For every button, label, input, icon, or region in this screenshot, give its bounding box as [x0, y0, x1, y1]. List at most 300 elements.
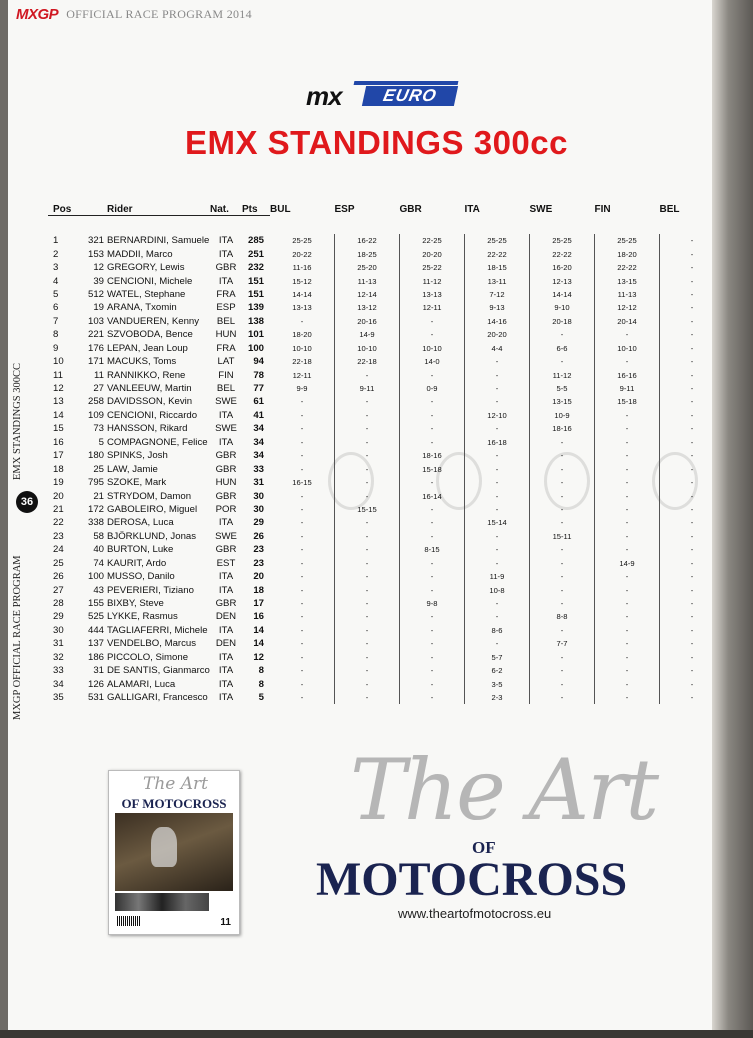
race-result-cell: 3-5: [465, 677, 530, 690]
race-result-cell: 14-9: [595, 557, 660, 570]
race-result-cell: -: [660, 570, 725, 583]
race-result-cell: 18-20: [292, 330, 312, 340]
points-cell: 8: [258, 678, 264, 690]
race-result-cell: -: [465, 395, 530, 408]
nat-cell: ITA: [218, 571, 234, 583]
nat-cell: FIN: [218, 369, 234, 381]
race-result-cell: 25-25: [530, 234, 595, 247]
race-result-cell: -: [400, 422, 465, 435]
pos-cell: 12: [53, 383, 64, 395]
points-cell: 139: [247, 302, 264, 314]
race-result-cell: -: [335, 691, 400, 704]
rider-number-cell: 40: [93, 544, 104, 556]
race-result-cell: -: [660, 583, 725, 596]
rider-number-cell: 25: [93, 463, 104, 475]
points-cell: 23: [253, 557, 264, 569]
rider-number-cell: 321: [87, 235, 104, 247]
race-result-cell: 8-15: [400, 543, 465, 556]
race-result-cell: -: [335, 597, 400, 610]
race-result-cell: -: [300, 679, 304, 689]
race-result-cell: -: [530, 476, 595, 489]
rider-name-cell: KAURIT, Ardo: [107, 557, 167, 569]
race-result-cell: 18-15: [465, 261, 530, 274]
race-result-cell: -: [595, 409, 660, 422]
race-result-cell: 20-20: [400, 247, 465, 260]
rider-name-cell: VENDELBO, Marcus: [107, 638, 197, 650]
table-row: [48, 355, 724, 368]
rider-name-cell: MACUKS, Toms: [107, 356, 177, 368]
race-result-cell: -: [660, 261, 725, 274]
race-result-cell: 20-16: [335, 315, 400, 328]
col-race: BUL: [270, 203, 291, 215]
race-result-cell: -: [595, 503, 660, 516]
race-result-cell: 22-22: [595, 261, 660, 274]
race-result-cell: 22-18: [335, 355, 400, 368]
ad-art-script: The Art: [350, 741, 658, 839]
race-result-cell: -: [595, 462, 660, 475]
race-result-cell: 0-9: [400, 382, 465, 395]
points-cell: 78: [253, 369, 264, 381]
race-result-cell: -: [300, 531, 304, 541]
race-result-cell: -: [400, 570, 465, 583]
race-result-cell: -: [465, 422, 530, 435]
pos-cell: 7: [53, 315, 59, 327]
rider-name-cell: WATEL, Stephane: [107, 288, 186, 300]
race-result-cell: -: [465, 597, 530, 610]
race-result-cell: 13-13: [292, 303, 312, 313]
race-result-cell: -: [660, 489, 725, 502]
col-race: FIN: [594, 203, 611, 215]
rider-number-cell: 221: [87, 329, 104, 341]
race-result-cell: -: [595, 570, 660, 583]
race-result-cell: -: [300, 424, 304, 434]
race-result-cell: -: [595, 449, 660, 462]
race-result-cell: -: [660, 274, 725, 287]
pos-cell: 23: [53, 530, 64, 542]
race-result-cell: -: [400, 677, 465, 690]
race-result-cell: 9-9: [296, 384, 308, 394]
rider-name-cell: SPINKS, Josh: [107, 450, 168, 462]
race-result-cell: -: [530, 355, 595, 368]
col-race: GBR: [399, 203, 422, 215]
race-result-cell: 6-2: [465, 664, 530, 677]
points-cell: 30: [253, 503, 264, 515]
rider-number-cell: 100: [87, 571, 104, 583]
race-result-cell: 15-15: [335, 503, 400, 516]
col-num: [83, 203, 107, 216]
race-result-cell: 22-25: [400, 234, 465, 247]
race-result-cell: -: [300, 625, 304, 635]
rider-name-cell: RANNIKKO, Rene: [107, 369, 186, 381]
points-cell: 285: [247, 235, 264, 247]
race-result-cell: -: [660, 530, 725, 543]
nat-cell: ITA: [218, 678, 234, 690]
table-row: [48, 543, 724, 556]
points-cell: 41: [253, 409, 264, 421]
race-result-cell: 14-0: [400, 355, 465, 368]
race-result-cell: -: [400, 516, 465, 529]
race-result-cell: -: [530, 677, 595, 690]
race-result-cell: 11-16: [292, 263, 312, 273]
race-result-cell: -: [660, 503, 725, 516]
rider-number-cell: 153: [87, 248, 104, 260]
rider-number-cell: 27: [93, 383, 104, 395]
race-result-cell: 14-14: [292, 289, 312, 299]
race-result-cell: 12-14: [335, 288, 400, 301]
points-cell: 23: [253, 544, 264, 556]
pos-cell: 9: [53, 342, 59, 354]
race-result-cell: -: [400, 637, 465, 650]
race-result-cell: 22-18: [292, 357, 312, 367]
race-result-cell: 11-13: [595, 288, 660, 301]
nat-cell: HUN: [215, 329, 237, 341]
race-result-cell: -: [300, 504, 304, 514]
rider-number-cell: 172: [87, 503, 104, 515]
race-result-cell: 9-13: [465, 301, 530, 314]
points-cell: 18: [253, 584, 264, 596]
pos-cell: 2: [53, 248, 59, 260]
race-result-cell: 5-7: [465, 651, 530, 664]
nat-cell: ITA: [218, 235, 234, 247]
euro-logo-text: EURO: [362, 86, 458, 106]
race-result-cell: -: [300, 397, 304, 407]
nat-cell: ESP: [216, 302, 236, 314]
race-result-cell: -: [530, 691, 595, 704]
race-result-cell: -: [335, 677, 400, 690]
race-result-cell: 20-20: [465, 328, 530, 341]
nat-cell: HUN: [215, 477, 237, 489]
race-result-cell: -: [335, 624, 400, 637]
rider-number-cell: 155: [87, 598, 104, 610]
race-result-cell: -: [595, 624, 660, 637]
barcode-icon: [117, 916, 141, 926]
table-row: [48, 315, 724, 328]
table-row: [48, 503, 724, 516]
race-result-cell: -: [335, 557, 400, 570]
race-result-cell: -: [335, 462, 400, 475]
rider-number-cell: 176: [87, 342, 104, 354]
pos-cell: 16: [53, 436, 64, 448]
rider-name-cell: ALAMARI, Luca: [107, 678, 176, 690]
nat-cell: ITA: [218, 692, 234, 704]
race-result-cell: -: [400, 436, 465, 449]
race-result-cell: 25-22: [400, 261, 465, 274]
race-result-cell: -: [300, 666, 304, 676]
ad-of: OF: [472, 838, 496, 857]
rider-number-cell: 186: [87, 651, 104, 663]
race-result-cell: -: [465, 557, 530, 570]
nat-cell: POR: [215, 503, 237, 515]
pos-cell: 21: [53, 503, 64, 515]
race-result-cell: -: [335, 651, 400, 664]
rider-number-cell: 74: [93, 557, 104, 569]
pos-cell: 18: [53, 463, 64, 475]
race-result-cell: -: [335, 610, 400, 623]
nat-cell: ITA: [218, 584, 234, 596]
points-cell: 138: [247, 315, 264, 327]
rider-name-cell: VANDUEREN, Kenny: [107, 315, 200, 327]
table-row: [48, 261, 724, 274]
table-row: [48, 664, 724, 677]
header-title: OFFICIAL RACE PROGRAM 2014: [66, 7, 252, 21]
race-result-cell: 15-14: [465, 516, 530, 529]
race-result-cell: -: [660, 637, 725, 650]
rider-number-cell: 137: [87, 638, 104, 650]
race-result-cell: 10-10: [292, 343, 312, 353]
pos-cell: 17: [53, 450, 64, 462]
race-result-cell: -: [335, 422, 400, 435]
race-result-cell: 6-6: [530, 342, 595, 355]
cover-title: OF MOTOCROSS: [121, 796, 227, 811]
race-result-cell: 25-25: [292, 236, 312, 246]
race-result-cell: -: [400, 624, 465, 637]
points-cell: 232: [247, 262, 264, 274]
race-result-cell: -: [400, 651, 465, 664]
table-row: [48, 247, 724, 260]
nat-cell: BEL: [216, 383, 236, 395]
cover-issue-number: 11: [220, 917, 231, 928]
race-result-cell: -: [660, 288, 725, 301]
race-result-cell: 10-9: [530, 409, 595, 422]
table-row: [48, 368, 724, 381]
race-result-cell: 8-6: [465, 624, 530, 637]
race-result-cell: 25-20: [335, 261, 400, 274]
rider-number-cell: 58: [93, 530, 104, 542]
race-result-cell: 13-13: [400, 288, 465, 301]
points-cell: 12: [253, 651, 264, 663]
points-cell: 77: [253, 383, 264, 395]
race-result-cell: -: [660, 610, 725, 623]
race-result-cell: -: [400, 395, 465, 408]
rider-number-cell: 21: [93, 490, 104, 502]
race-result-cell: -: [660, 624, 725, 637]
rider-name-cell: LYKKE, Rasmus: [107, 611, 178, 623]
race-result-cell: 22-22: [465, 247, 530, 260]
race-result-cell: -: [595, 610, 660, 623]
race-result-cell: -: [300, 693, 304, 703]
standings-rows: [48, 216, 724, 705]
race-result-cell: -: [400, 368, 465, 381]
points-cell: 16: [253, 611, 264, 623]
race-result-cell: 15-18: [595, 395, 660, 408]
race-result-cell: -: [530, 449, 595, 462]
race-result-cell: 5-5: [530, 382, 595, 395]
race-result-cell: -: [300, 585, 304, 595]
race-result-cell: -: [300, 545, 304, 555]
race-result-cell: 25-25: [465, 234, 530, 247]
pos-cell: 27: [53, 584, 64, 596]
race-result-cell: -: [595, 422, 660, 435]
race-result-cell: -: [335, 476, 400, 489]
points-cell: 29: [253, 517, 264, 529]
table-row: [48, 422, 724, 435]
rider-name-cell: COMPAGNONE, Felice: [107, 436, 208, 448]
table-row: [48, 637, 724, 650]
race-result-cell: -: [335, 664, 400, 677]
race-result-cell: -: [530, 624, 595, 637]
race-result-cell: -: [595, 436, 660, 449]
race-result-cell: -: [530, 516, 595, 529]
nat-cell: ITA: [218, 436, 234, 448]
race-result-cell: -: [335, 583, 400, 596]
col-race: BEL: [659, 203, 680, 215]
race-result-cell: -: [530, 570, 595, 583]
points-cell: 101: [247, 329, 264, 341]
race-result-cell: -: [300, 410, 304, 420]
ad-motocross: MOTOCROSS: [316, 853, 628, 906]
race-result-cell: -: [335, 570, 400, 583]
page-number: 36: [16, 491, 38, 513]
pos-cell: 24: [53, 544, 64, 556]
race-result-cell: -: [660, 449, 725, 462]
race-result-cell: 14-14: [530, 288, 595, 301]
points-cell: 251: [247, 248, 264, 260]
rider-name-cell: GREGORY, Lewis: [107, 262, 185, 274]
race-result-cell: 22-22: [530, 247, 595, 260]
race-result-cell: -: [300, 491, 304, 501]
race-result-cell: -: [660, 409, 725, 422]
table-row: [48, 570, 724, 583]
race-result-cell: 10-10: [335, 342, 400, 355]
race-result-cell: -: [660, 436, 725, 449]
race-result-cell: -: [660, 691, 725, 704]
standings-table: [48, 203, 724, 704]
race-result-cell: 16-22: [335, 234, 400, 247]
pos-cell: 10: [53, 356, 64, 368]
race-result-cell: -: [465, 355, 530, 368]
nat-cell: GBR: [215, 450, 237, 462]
points-cell: 31: [253, 477, 264, 489]
race-result-cell: -: [530, 328, 595, 341]
rider-number-cell: 19: [93, 302, 104, 314]
col-rider: Rider: [107, 203, 210, 216]
nat-cell: ITA: [218, 665, 234, 677]
cover-thumbnails: [115, 893, 209, 911]
race-result-cell: -: [465, 382, 530, 395]
rider-name-cell: LAW, Jamie: [107, 463, 158, 475]
pos-cell: 13: [53, 396, 64, 408]
pos-cell: 6: [53, 302, 59, 314]
spacer-row: [48, 216, 724, 235]
side-label-standings: EMX STANDINGS 300CC: [12, 362, 23, 480]
rider-name-cell: BERNARDINI, Samuele: [107, 235, 210, 247]
race-result-cell: -: [660, 557, 725, 570]
race-result-cell: -: [660, 516, 725, 529]
page-header: [16, 6, 252, 23]
pos-cell: 26: [53, 571, 64, 583]
race-result-cell: -: [660, 315, 725, 328]
race-result-cell: -: [300, 316, 304, 326]
race-result-cell: -: [530, 503, 595, 516]
race-result-cell: 13-15: [595, 274, 660, 287]
race-result-cell: -: [660, 382, 725, 395]
race-result-cell: -: [335, 543, 400, 556]
rider-name-cell: BIXBY, Steve: [107, 598, 164, 610]
nat-cell: SWE: [215, 530, 237, 542]
nat-cell: BEL: [216, 315, 236, 327]
race-result-cell: 16-15: [292, 478, 312, 488]
race-result-cell: -: [465, 503, 530, 516]
points-cell: 14: [253, 638, 264, 650]
rider-name-cell: MADDII, Marco: [107, 248, 173, 260]
rider-number-cell: 444: [87, 624, 104, 636]
race-result-cell: -: [400, 583, 465, 596]
rider-name-cell: SZOKE, Mark: [107, 477, 167, 489]
race-result-cell: 11-12: [530, 368, 595, 381]
table-row: [48, 651, 724, 664]
race-result-cell: -: [465, 476, 530, 489]
race-result-cell: -: [465, 449, 530, 462]
race-result-cell: -: [595, 597, 660, 610]
race-result-cell: -: [465, 368, 530, 381]
race-result-cell: -: [300, 558, 304, 568]
race-result-cell: -: [660, 462, 725, 475]
race-result-cell: -: [400, 328, 465, 341]
pos-cell: 14: [53, 409, 64, 421]
race-result-cell: -: [595, 355, 660, 368]
race-result-cell: 12-11: [400, 301, 465, 314]
table-row: [48, 557, 724, 570]
pos-cell: 11: [53, 369, 63, 381]
points-cell: 34: [253, 450, 264, 462]
table-row: [48, 677, 724, 690]
race-result-cell: 14-9: [335, 328, 400, 341]
table-row: [48, 583, 724, 596]
rider-name-cell: CENCIONI, Michele: [107, 275, 193, 287]
race-result-cell: 12-10: [465, 409, 530, 422]
nat-cell: ITA: [218, 651, 234, 663]
rider-name-cell: GABOLEIRO, Miguel: [107, 503, 198, 515]
race-result-cell: 18-16: [530, 422, 595, 435]
race-result-cell: -: [300, 652, 304, 662]
race-result-cell: 16-20: [530, 261, 595, 274]
nat-cell: DEN: [215, 611, 237, 623]
col-nat: Nat.: [210, 203, 242, 216]
race-result-cell: 7-12: [465, 288, 530, 301]
rider-name-cell: BJÖRKLUND, Jonas: [107, 530, 197, 542]
race-result-cell: 10-10: [595, 342, 660, 355]
pos-cell: 35: [53, 692, 64, 704]
table-row: [48, 288, 724, 301]
nat-cell: DEN: [215, 638, 237, 650]
rider-number-cell: 338: [87, 517, 104, 529]
race-result-cell: 10-10: [400, 342, 465, 355]
pos-cell: 8: [53, 329, 59, 341]
table-row: [48, 301, 724, 314]
mx-logo-text: mx: [306, 81, 342, 111]
race-result-cell: 25-25: [595, 234, 660, 247]
pos-cell: 15: [53, 423, 64, 435]
race-result-cell: -: [400, 409, 465, 422]
pos-cell: 25: [53, 557, 64, 569]
nat-cell: GBR: [215, 262, 237, 274]
rider-number-cell: 31: [93, 665, 104, 677]
race-result-cell: 9-11: [595, 382, 660, 395]
rider-name-cell: VANLEEUW, Martin: [107, 383, 192, 395]
points-cell: 26: [253, 530, 264, 542]
nat-cell: FRA: [216, 342, 236, 354]
rider-number-cell: 512: [87, 288, 104, 300]
table-row: [48, 516, 724, 529]
rider-name-cell: STRYDOM, Damon: [107, 490, 192, 502]
pos-cell: 4: [53, 275, 59, 287]
pos-cell: 1: [53, 235, 59, 247]
race-result-cell: -: [530, 651, 595, 664]
race-result-cell: -: [530, 664, 595, 677]
rider-name-cell: PICCOLO, Simone: [107, 651, 189, 663]
race-result-cell: -: [530, 597, 595, 610]
rider-name-cell: GALLIGARI, Francesco: [107, 692, 208, 704]
